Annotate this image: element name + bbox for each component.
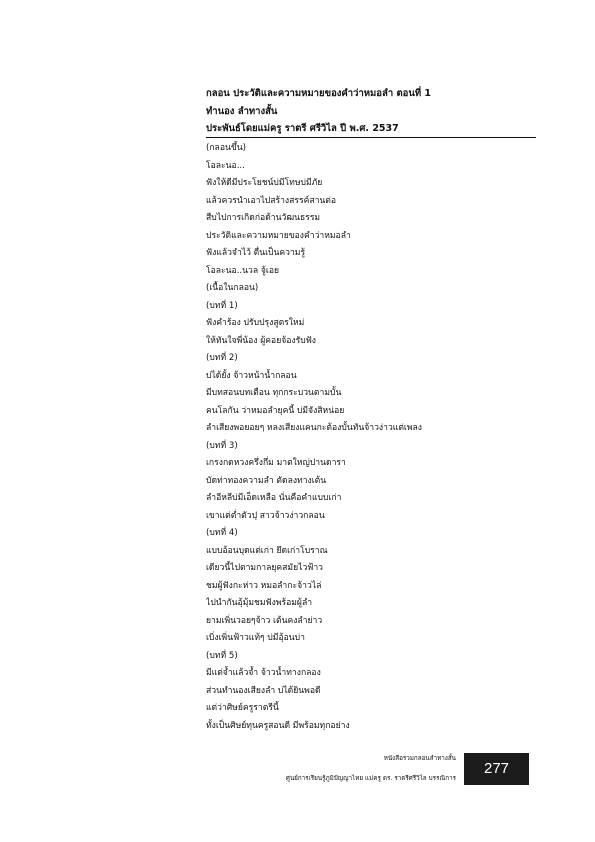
poem-line: (บทที่ 2) — [206, 353, 238, 363]
poem-line: (บทที่ 4) — [206, 528, 238, 538]
poem-line: ประวัติและความหมายของคำว่าหมอลำ — [206, 230, 351, 241]
poem-title: กลอน ประวัติและความหมายของคำว่าหมอลำ ตอนที่ 1 — [206, 88, 432, 99]
poem-line: คนโลกัน ว่าหมอลำยุคนี้ บ่มีจังสิหน่อย — [206, 405, 345, 416]
poem-line: ฟังให้ดีมีประโยชน์บ่มีโทษบ่มีภัย — [206, 178, 323, 188]
page-footer — [226, 753, 456, 785]
poem-line: แบบอ้อนบุดแต่เก่า ยึดเก่าโบราณ — [206, 545, 328, 556]
footer-book-title: หนังสือรวมกลอนลำทางสั้น — [383, 755, 456, 762]
poem-line: สืบไปการเกิดก่อด้านวัฒนธรรม — [206, 213, 321, 223]
footer-publisher: ศูนย์การเรียนรู้ภูมิปัญญาไทย แม่ครู ดร. ราตรีศรีวิไล บรรณิการ — [285, 775, 456, 782]
poem-line: บ่ได้ยั้ง จ้าวหน้าน้ำกลอน — [206, 370, 297, 381]
poem-line: ลำอีหลีบ่มีเอ็ดเหลือ นั่นคือคำแบบเก่า — [206, 493, 342, 503]
poem-line: ฟังแล้วจำไว้ ตื่นเป็นความรู้ — [206, 248, 306, 258]
poem-line: ส่วนทำนองเสียงลำ บ่ได้ยินพอดี — [206, 685, 321, 696]
poem-line: ชมผู้ฟังกะห่าว หมอลำกะจ้าวไล่ — [206, 580, 322, 591]
poem-line: แล้วควรนำเอาไปสร้างสรรค์สานต่อ — [206, 195, 337, 206]
poem-line: ฟังคำร้อง ปรับปรุงสูตรใหม่ — [206, 318, 305, 328]
poem-line: (กลอนขึ้น) — [206, 143, 246, 153]
poem-meter: ทำนอง ลำทางสั้น — [206, 106, 278, 117]
poem-line: โอละนอ... — [206, 160, 245, 171]
poem-line: เขาแต่ต่ำตัวปุ สาวจ้าวง่าวกลอน — [206, 510, 325, 521]
poem-line: มีบทสอนบทเตือน ทุกกระบวนตามบั้น — [206, 388, 342, 398]
poem-line: ให้ทันใจพี่น้อง ผู้คอยจ้องรับฟัง — [206, 335, 316, 346]
poem-line: (บทที่ 3) — [206, 440, 238, 451]
page-number-badge: 277 — [464, 753, 529, 785]
poem-header — [206, 85, 536, 138]
poem-line: ทั้งเป็นศิษย์ทุนครูสอนดี มีพร้อมทุกอย่าง — [206, 720, 350, 731]
poem-line: ยามเพิ่นวอยๆจ้าว เต้นคงลำย่าว — [206, 615, 323, 626]
poem-line: แต่ว่าศิษย์ครูราตรีนี้ — [206, 703, 279, 713]
poem-line: เกรงกดหวงครึ่งกึ่ม มาตใหญ่ปานดารา — [206, 458, 346, 468]
poem-line: (เนื้อในกลอน) — [206, 283, 259, 293]
poem-line: เดียวนี้ไปตามกาลยุคสมัยไวฟ้าว — [206, 563, 324, 573]
poem-line: ไปนำกันอุ้มุ้มชมฟังพร้อมผู้ลำ — [206, 598, 313, 608]
poem-line: โอละนอ..นวล จู้เอย — [206, 265, 280, 276]
poem-line: มีแต่จ้ำแล้วจ้ำ จ้าวน้ำทางกลอง — [206, 668, 321, 678]
poem-line: เบิ่งเพิ่นฟ้าวแท้ๆ บ่มีอุ้อนบ่า — [206, 633, 305, 643]
poem-line: ลำเสียงพอยอยๆ หลงเสียงแคนกะต้องบั้นทันจ้าวง่าวแต่เพลง — [206, 423, 422, 433]
poem-line: บัดท่าทองความลำ ตัดลงทางเต้น — [206, 475, 327, 486]
poem-body — [206, 140, 536, 735]
poem-author: ประพันธ์โดยแม่ครู ราตรี ศรีวิไล ปี พ.ศ. 2537 — [206, 121, 536, 138]
poem-line: (บทที่ 1) — [206, 300, 238, 311]
poem-line: (บทที่ 5) — [206, 650, 238, 661]
